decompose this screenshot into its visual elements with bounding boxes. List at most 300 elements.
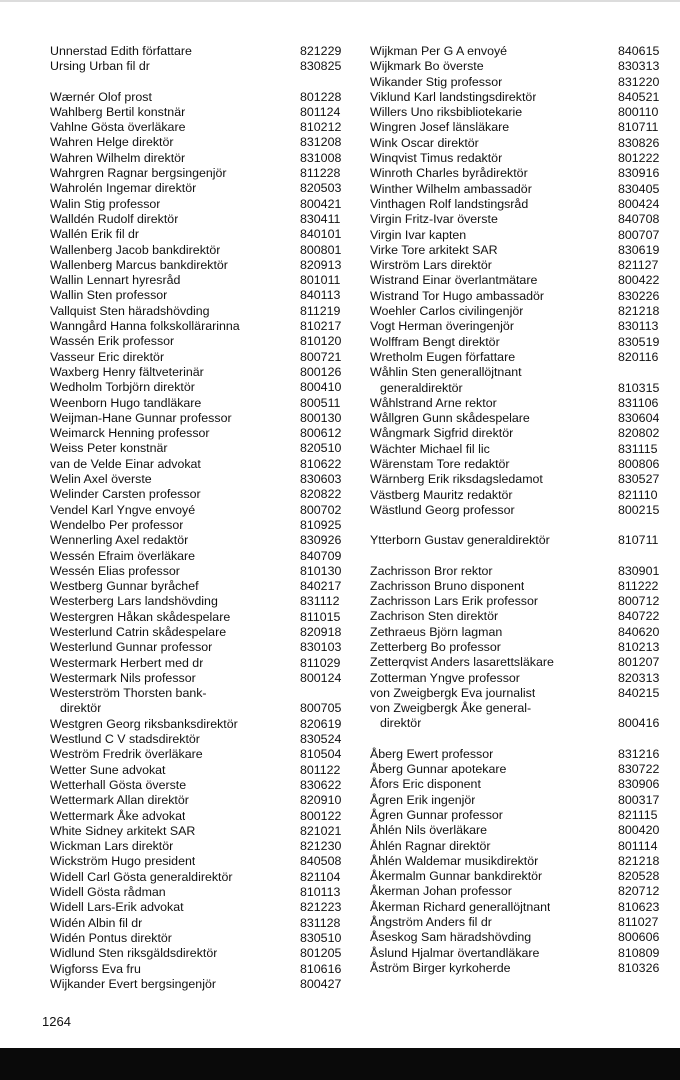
entry-name: Weenborn Hugo tandläkare: [50, 395, 202, 410]
entry-date-code: 801205: [300, 946, 342, 961]
entry-date-code: 840708: [618, 212, 660, 227]
entry-date-code: 840722: [618, 609, 660, 624]
entry-name: Zachrisson Bror rektor: [370, 563, 493, 578]
entry-name: Winroth Charles byrådirektör: [370, 166, 528, 181]
entry-date-code: 800110: [618, 105, 659, 120]
register-entry: [50, 258, 348, 273]
entry-name: Willers Uno riksbibliotekarie: [370, 105, 523, 120]
entry-date-code: 830926: [300, 533, 342, 548]
entry-name: Wijkman Per G A envoyé: [370, 44, 508, 58]
entry-name: Wetter Sune advokat: [50, 762, 166, 777]
register-entry: [370, 961, 666, 976]
register-entry: [50, 809, 348, 824]
register-entry: [370, 44, 666, 59]
entry-name: Wistrand Einar överlantmätare: [370, 273, 538, 288]
entry-date-code: 801207: [618, 655, 660, 670]
register-entry: [50, 579, 348, 594]
entry-name: Wärenstam Tore redaktör: [370, 457, 510, 472]
entry-date-code: 820619: [300, 716, 342, 731]
entry-date-code: 830226: [618, 288, 660, 303]
entry-date-code: 840217: [300, 579, 342, 594]
register-entry: [50, 931, 348, 946]
entry-name: Widell Carl Gösta generaldirektör: [50, 869, 233, 884]
entry-name: Wahrolén Ingemar direktör: [50, 181, 197, 196]
register-entry: [370, 625, 666, 640]
entry-name: Wijkander Evert bergsingenjör: [50, 976, 216, 991]
register-entry: [370, 90, 666, 105]
register-entry: [50, 640, 348, 655]
register-entry: [370, 701, 666, 716]
entry-name: Westberg Gunnar byråchef: [50, 579, 199, 594]
entry-name: Winther Wilhelm ambassadör: [370, 181, 532, 196]
register-entry: [370, 808, 666, 823]
register-entry: [50, 503, 348, 518]
entry-date-code: 831112: [300, 594, 340, 609]
register-entry: [370, 579, 666, 594]
entry-name: Weimarck Henning professor: [50, 426, 210, 441]
entry-date-code: 821218: [618, 304, 660, 319]
entry-date-code: 821223: [300, 900, 342, 915]
register-entry: [50, 441, 348, 456]
register-entry: [50, 824, 348, 839]
register-entry: [370, 319, 666, 334]
entry-date-code: 830405: [618, 181, 660, 196]
register-entry: [370, 884, 666, 899]
entry-date-code: 801122: [300, 762, 341, 777]
register-entry: [370, 136, 666, 151]
entry-name: Wærnér Olof prost: [50, 89, 152, 104]
entry-date-code: 830906: [618, 777, 660, 792]
entry-name: Wållgren Gunn skådespelare: [370, 411, 530, 426]
section-gap: [370, 518, 666, 533]
entry-name: Wärnberg Erik riksdagsledamot: [370, 472, 543, 487]
register-entry: [370, 869, 666, 884]
entry-name: Ytterborn Gustav generaldirektör: [370, 533, 550, 548]
entry-name: White Sidney arkitekt SAR: [50, 823, 196, 838]
entry-date-code: 821229: [300, 44, 342, 58]
entry-name: Westermark Herbert med dr: [50, 655, 204, 670]
entry-date-code: 800130: [300, 410, 342, 425]
entry-date-code: 840620: [618, 624, 660, 639]
entry-name: Welin Axel överste: [50, 472, 152, 487]
register-entry: [50, 778, 348, 793]
entry-date-code: 801222: [618, 151, 660, 166]
entry-date-code: 830603: [300, 472, 342, 487]
entry-date-code: 831106: [618, 395, 659, 410]
entry-date-code: 831220: [618, 74, 660, 89]
register-entry: [50, 747, 348, 762]
register-entry: [370, 75, 666, 90]
register-entry: [370, 105, 666, 120]
entry-name: Västberg Mauritz redaktör: [370, 487, 513, 502]
entry-name: Zethraeus Björn lagman: [370, 624, 503, 639]
entry-date-code: 840113: [300, 288, 341, 303]
entry-name: Walldén Rudolf direktör: [50, 211, 179, 226]
entry-name: Weiss Peter konstnär: [50, 441, 168, 456]
entry-date-code: 821218: [618, 853, 660, 868]
entry-date-code: 820116: [618, 349, 659, 364]
entry-name: Wretholm Eugen författare: [370, 349, 516, 364]
left-column: [50, 44, 348, 992]
entry-name: Westerlund Catrin skådespelare: [50, 624, 227, 639]
entry-name: Ursing Urban fil dr: [50, 59, 150, 74]
entry-name: Winqvist Timus redaktör: [370, 151, 503, 166]
entry-name: Viklund Karl landstingsdirektör: [370, 89, 537, 104]
register-entry: [50, 472, 348, 487]
register-entry: [370, 182, 666, 197]
register-entry: [370, 426, 666, 441]
entry-name: Wikander Stig professor: [370, 74, 503, 89]
entry-date-code: 810315: [618, 380, 660, 395]
entry-date-code: 800416: [618, 716, 660, 731]
entry-date-code: 820918: [300, 624, 342, 639]
entry-name: Wallén Erik fil dr: [50, 227, 140, 242]
entry-name: Wijkmark Bo överste: [370, 59, 484, 74]
entry-name: Wennerling Axel redaktör: [50, 533, 189, 548]
register-entry: [50, 977, 348, 992]
entry-name: Zachrisson Lars Erik professor: [370, 594, 539, 609]
entry-name: Wetterhall Gösta överste: [50, 777, 187, 792]
entry-date-code: 800606: [618, 930, 660, 945]
entry-name: Wassén Erik professor: [50, 334, 175, 349]
register-entry: [370, 915, 666, 930]
entry-name: Wallin Sten professor: [50, 288, 168, 303]
entry-date-code: 800420: [618, 823, 660, 838]
entry-date-code: 830916: [618, 166, 660, 181]
entry-date-code: 800124: [300, 670, 342, 685]
entry-name: Åhlén Ragnar direktör: [370, 838, 491, 853]
entry-name: Widell Gösta rådman: [50, 885, 166, 900]
register-entry: [50, 44, 348, 59]
entry-name: Zetterqvist Anders lasarettsläkare: [370, 655, 554, 670]
entry-date-code: 840508: [300, 854, 342, 869]
register-entry: [50, 487, 348, 502]
entry-name: Wahren Wilhelm direktör: [50, 150, 186, 165]
entry-name: Wettermark Åke advokat: [50, 808, 186, 823]
entry-name: Wahrgren Ragnar bergsingenjör: [50, 166, 227, 181]
entry-date-code: 800806: [618, 457, 660, 472]
register-entry: [50, 227, 348, 242]
entry-name: Wolffram Bengt direktör: [370, 334, 500, 349]
entry-name: Widell Lars-Erik advokat: [50, 900, 184, 915]
register-entry: [370, 503, 666, 518]
entry-date-code: 820910: [300, 793, 342, 808]
register-entry: [50, 533, 348, 548]
entry-date-code: 820510: [300, 441, 342, 456]
register-entry: [50, 181, 348, 196]
register-entry: [50, 380, 348, 395]
register-entry: [370, 777, 666, 792]
entry-date-code: 821021: [300, 823, 342, 838]
entry-name: Vasseur Eric direktör: [50, 349, 165, 364]
register-entry: [50, 59, 348, 74]
entry-name: Wedholm Torbjörn direktör: [50, 380, 195, 395]
register-entry: [370, 120, 666, 135]
register-entry: [370, 609, 666, 624]
register-entry: [370, 900, 666, 915]
entry-date-code: 831115: [618, 441, 658, 456]
entry-name: Waxberg Henry fältveterinär: [50, 364, 204, 379]
entry-date-code: 840521: [618, 89, 660, 104]
register-entry: [50, 457, 348, 472]
register-entry: [370, 793, 666, 808]
entry-name: Westerberg Lars landshövding: [50, 594, 218, 609]
entry-name: Wallenberg Marcus bankdirektör: [50, 257, 228, 272]
entry-name: Westermark Nils professor: [50, 670, 196, 685]
register-entry: [370, 381, 666, 396]
register-entry: [50, 793, 348, 808]
register-entry: [50, 212, 348, 227]
register-entry: [50, 946, 348, 961]
register-entry: [50, 151, 348, 166]
register-entry: [370, 671, 666, 686]
register-entry: [50, 365, 348, 380]
register-entry: [50, 197, 348, 212]
entry-date-code: 800801: [300, 242, 342, 257]
entry-date-code: 800424: [618, 196, 660, 211]
entry-date-code: 800721: [300, 349, 342, 364]
entry-date-code: 801228: [300, 89, 342, 104]
register-entry: [50, 717, 348, 732]
register-entry: [370, 212, 666, 227]
entry-date-code: 830622: [300, 777, 342, 792]
entry-name: Wirström Lars direktör: [370, 258, 492, 273]
entry-name: direktör: [60, 701, 102, 716]
entry-date-code: 810504: [300, 747, 342, 762]
register-entry: [370, 273, 666, 288]
entry-name: Åström Birger kyrkoherde: [370, 960, 511, 975]
entry-date-code: 800122: [300, 808, 342, 823]
register-entry: [370, 930, 666, 945]
register-entry: [50, 686, 348, 701]
entry-name: Åhlén Waldemar musikdirektör: [370, 853, 539, 868]
entry-date-code: 840215: [618, 685, 660, 700]
entry-date-code: 830510: [300, 930, 342, 945]
entry-date-code: 800702: [300, 502, 342, 517]
entry-date-code: 821110: [618, 487, 658, 502]
entry-name: Wallenberg Jacob bankdirektör: [50, 242, 221, 257]
entry-name: Wångmark Sigfrid direktör: [370, 426, 514, 441]
entry-date-code: 800427: [300, 976, 342, 991]
entry-date-code: 810213: [618, 639, 660, 654]
entry-date-code: 811015: [300, 609, 341, 624]
register-entry: [50, 656, 348, 671]
register-entry: [50, 564, 348, 579]
entry-name: Ågren Gunnar professor: [370, 807, 503, 822]
entry-date-code: 830825: [300, 59, 342, 74]
entry-name: Wallin Lennart hyresråd: [50, 273, 181, 288]
entry-name: Walin Stig professor: [50, 196, 161, 211]
entry-date-code: 840709: [300, 548, 342, 563]
entry-name: Vinthagen Rolf landstingsråd: [370, 196, 529, 211]
entry-name: Zachrison Sten direktör: [370, 609, 499, 624]
entry-date-code: 810326: [618, 960, 660, 975]
entry-name: Wessén Elias professor: [50, 563, 180, 578]
register-entry: [50, 839, 348, 854]
register-entry: [370, 411, 666, 426]
register-entry: [50, 518, 348, 533]
entry-date-code: 810616: [300, 961, 342, 976]
entry-date-code: 810217: [300, 319, 342, 334]
scan-bottom-border: [0, 1048, 680, 1080]
entry-date-code: 830313: [618, 59, 660, 74]
entry-name: Wahren Helge direktör: [50, 135, 174, 150]
register-entry: [50, 319, 348, 334]
register-entry: [50, 916, 348, 931]
entry-date-code: 811228: [300, 166, 341, 181]
register-entry: [50, 288, 348, 303]
entry-name: Vallquist Sten häradshövding: [50, 303, 210, 318]
entry-date-code: 821127: [618, 258, 659, 273]
entry-date-code: 830411: [300, 211, 341, 226]
register-entry: [370, 396, 666, 411]
entry-date-code: 810113: [300, 885, 341, 900]
entry-date-code: 830619: [618, 242, 660, 257]
entry-date-code: 800410: [300, 380, 342, 395]
entry-name: Åberg Ewert professor: [370, 746, 494, 761]
register-entry: [50, 105, 348, 120]
entry-name: Wink Oscar direktör: [370, 135, 479, 150]
register-entry: [370, 823, 666, 838]
register-entry: [50, 166, 348, 181]
register-entry: [50, 243, 348, 258]
entry-name: Widén Pontus direktör: [50, 930, 172, 945]
entry-name: Åhlén Nils överläkare: [370, 823, 488, 838]
register-entry: [370, 243, 666, 258]
register-entry: [50, 273, 348, 288]
entry-date-code: 840615: [618, 44, 660, 58]
entry-name: von Zweigbergk Åke general-: [370, 701, 532, 716]
entry-name: Wanngård Hanna folkskollärarinna: [50, 319, 240, 334]
register-entry: [370, 442, 666, 457]
entry-date-code: 831208: [300, 135, 342, 150]
register-entry: [370, 854, 666, 869]
entry-name: Westlund C V stadsdirektör: [50, 732, 200, 747]
register-entry: [370, 304, 666, 319]
entry-date-code: 820528: [618, 869, 660, 884]
entry-date-code: 810925: [300, 517, 342, 532]
section-gap: [50, 75, 348, 90]
register-entry: [50, 411, 348, 426]
entry-name: Åfors Eric disponent: [370, 777, 481, 792]
entry-date-code: 800126: [300, 364, 342, 379]
entry-name: Wåhlstrand Arne rektor: [370, 395, 497, 410]
entry-date-code: 801114: [618, 838, 658, 853]
entry-date-code: 810711: [618, 120, 659, 135]
entry-date-code: 820822: [300, 487, 342, 502]
entry-name: Åkerman Richard generallöjtnant: [370, 899, 551, 914]
register-entry: [370, 488, 666, 503]
entry-name: Åseskog Sam häradshövding: [370, 930, 532, 945]
register-entry: [370, 716, 666, 731]
entry-name: Åberg Gunnar apotekare: [370, 762, 507, 777]
register-entry: [50, 396, 348, 411]
register-entry: [370, 258, 666, 273]
entry-date-code: 820712: [618, 884, 660, 899]
entry-date-code: 800422: [618, 273, 660, 288]
entry-name: Vendel Karl Yngve envoyé: [50, 502, 196, 517]
entry-date-code: 811219: [300, 303, 341, 318]
entry-name: Wendelbo Per professor: [50, 517, 184, 532]
register-entry: [370, 640, 666, 655]
entry-name: Virke Tore arkitekt SAR: [370, 242, 498, 257]
entry-date-code: 810623: [618, 899, 660, 914]
entry-date-code: 831128: [300, 915, 341, 930]
register-entry: [50, 610, 348, 625]
register-entry: [370, 228, 666, 243]
entry-date-code: 810622: [300, 456, 342, 471]
register-entry: [370, 335, 666, 350]
register-entry: [50, 885, 348, 900]
entry-date-code: 830113: [618, 319, 659, 334]
entry-name: Weijman-Hane Gunnar professor: [50, 410, 232, 425]
entry-name: Wettermark Allan direktör: [50, 793, 189, 808]
entry-date-code: 821230: [300, 839, 342, 854]
register-entry: [50, 701, 348, 716]
entry-name: Westgren Georg riksbanksdirektör: [50, 716, 238, 731]
register-entry: [370, 197, 666, 212]
register-entry: [370, 151, 666, 166]
entry-name: Wåhlin Sten generallöjtnant: [370, 365, 522, 380]
entry-date-code: 831216: [618, 746, 660, 761]
register-entry: [50, 120, 348, 135]
entry-date-code: 800421: [300, 196, 342, 211]
entry-date-code: 800317: [618, 792, 660, 807]
register-entry: [370, 655, 666, 670]
register-entry: [370, 59, 666, 74]
register-entry: [50, 350, 348, 365]
page-number: 1264: [42, 1014, 71, 1029]
register-entry: [370, 350, 666, 365]
register-entry: [370, 747, 666, 762]
entry-name: Zachrisson Bruno disponent: [370, 578, 525, 593]
entry-name: Woehler Carlos civilingenjör: [370, 304, 524, 319]
entry-date-code: 820802: [618, 426, 660, 441]
register-entry: [370, 594, 666, 609]
entry-date-code: 820503: [300, 181, 342, 196]
register-entry: [50, 135, 348, 150]
entry-date-code: 810711: [618, 533, 659, 548]
entry-date-code: 830826: [618, 135, 660, 150]
register-entry: [370, 564, 666, 579]
entry-date-code: 810130: [300, 563, 342, 578]
register-entry: [50, 90, 348, 105]
register-entry: [50, 900, 348, 915]
entry-name: Unnerstad Edith författare: [50, 44, 192, 58]
entry-name: Åkermalm Gunnar bankdirektör: [370, 869, 543, 884]
entry-date-code: 820913: [300, 257, 342, 272]
entry-name: Wächter Michael fil lic: [370, 441, 490, 456]
entry-date-code: 830722: [618, 762, 660, 777]
entry-date-code: 810809: [618, 945, 660, 960]
entry-name: Virgin Ivar kapten: [370, 227, 467, 242]
entry-date-code: 800707: [618, 227, 660, 242]
entry-date-code: 821115: [618, 807, 658, 822]
register-entry: [370, 457, 666, 472]
entry-name: Weström Fredrik överläkare: [50, 747, 203, 762]
register-entry: [50, 854, 348, 869]
section-gap: [370, 549, 666, 564]
register-entry: [370, 762, 666, 777]
entry-date-code: 801124: [300, 104, 341, 119]
entry-name: direktör: [380, 716, 422, 731]
entry-date-code: 800705: [300, 701, 342, 716]
entry-name: Wickström Hugo president: [50, 854, 196, 869]
section-gap: [370, 732, 666, 747]
entry-date-code: 830604: [618, 411, 660, 426]
entry-date-code: 840101: [300, 227, 342, 242]
entry-date-code: 821104: [300, 869, 341, 884]
